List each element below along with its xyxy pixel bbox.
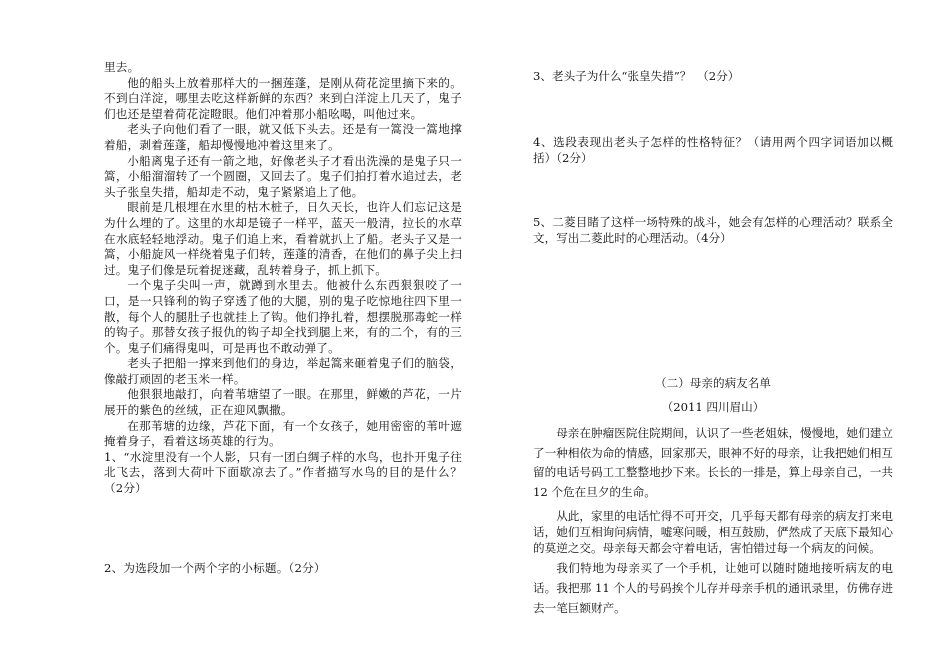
question-3: 3、老头子为什么“张皇失措”？ （2分）: [533, 69, 740, 83]
passage-paragraph: 他的船头上放着那样大的一捆莲蓬，是刚从荷花淀里摘下来的。不到白洋淀，哪里去吃这样新鲜的东西？来到白洋淀上几天了，鬼子们也还是望着荷花淀瞪眼。他们冲着那小船吆喝，叫他过来。: [104, 75, 462, 121]
article-paragraph: 从此，家里的电话忙得不可开交，几乎每天都有母亲的病友打来电话，她们互相询问病情，嘘寒问暖，相互鼓励，俨然成了天底下最知心的莫逆之交。母亲每天都会守着电话，害怕错过每一个病友的问候。: [533, 509, 893, 555]
question-4: 4、选段表现出老头子怎样的性格特征？（请用两个四字词语加以概括）（2分）: [533, 135, 893, 165]
passage-paragraph: 眼前是几根埋在水里的枯木桩子，日久天长，也许人们忘记这是为什么埋的了。这里的水却是镜子一样平，蓝天一般清，拉长的水草在水底轻轻地浮动。鬼子们追上来，看着就扒上了船。老头子又是一篙，小船旋风一样绕着鬼子们转，莲蓬的清香，在他们的鼻子尖上扫过。鬼子们像是玩着捉迷藏，乱转着身子，抓上抓下。: [104, 200, 462, 277]
passage-paragraph: 一个鬼子尖叫一声，就蹲到水里去。他被什么东西狠狠咬了一口，是一只锋利的钩子穿透了他的大腿，别的鬼子吃惊地往四下里一散，每个人的腿肚子也就挂上了钩。他们挣扎着，想摆脱那毒蛇一样的钩子。那替女孩子报仇的钩子却全找到腿上来，有的二个，有的三个。鬼子们痛得鬼叫，可是再也不敢动弹了。: [104, 278, 462, 355]
passage-paragraph: 老头子把船一撑来到他们的身边，举起篙来砸着鬼子们的脑袋，像敲打顽固的老玉米一样。: [104, 356, 462, 386]
passage-paragraph: 里去。: [104, 60, 140, 74]
question-1: 1、“水淀里没有一个人影，只有一团白绸子样的水鸟，也扑开鬼子往北飞去，落到大荷叶下面歇凉去了。”作者描写水鸟的目的是什么？（2分）: [104, 449, 462, 496]
article-source: （2011 四川眉山）: [661, 400, 765, 414]
passage-paragraph: 在那苇塘的边缘，芦花下面，有一个女孩子，她用密密的苇叶遮掩着身子，看着这场英雄的行为。: [104, 418, 462, 449]
article-paragraph: 母亲在肿瘤医院住院期间，认识了一些老姐妹，慢慢地，她们建立了一种相依为命的情感，回家那天，眼神不好的母亲，让我把她们相互留的电话号码工工整整地抄下来。长长的一排是，算上母亲自己，一共 12 个危在旦夕的生命。: [533, 426, 893, 499]
passage-paragraph: 他狠狠地敲打，向着苇塘望了一眼。在那里，鲜嫩的芦花，一片展开的紫色的丝绒，正在迎风飘撒。: [104, 387, 462, 418]
passage-paragraph: 小船离鬼子还有一箭之地，好像老头子才看出洗澡的是鬼子只一篙，小船溜溜转了一个圆圈，又回去了。鬼子们拍打着水追过去，老头子张皇失措，船却走不动，鬼子紧紧追上了他。: [104, 153, 462, 199]
left-column: [104, 60, 462, 576]
question-2: 2、为选段加一个两个字的小标题。（2分）: [104, 560, 326, 575]
passage-paragraph: 老头子向他们看了一眼，就又低下头去。还是有一篙没一篙地撑着船，剥着莲蓬，船却慢慢地冲着这里来了。: [104, 122, 462, 152]
question-5: 5、二菱目睹了这样一场特殊的战斗，她会有怎样的心理活动？联系全文，写出二菱此时的心理活动。（4分）: [533, 215, 893, 245]
article-title: （二）母亲的病友名单: [655, 376, 771, 390]
article-paragraph: 我们特地为母亲买了一个手机，让她可以随时随地接听病友的电话。我把那 11 个人的号码挨个儿存并母亲手机的通讯录里，仿佛存进去一笔巨额财产。: [533, 561, 893, 615]
article: [533, 374, 893, 618]
